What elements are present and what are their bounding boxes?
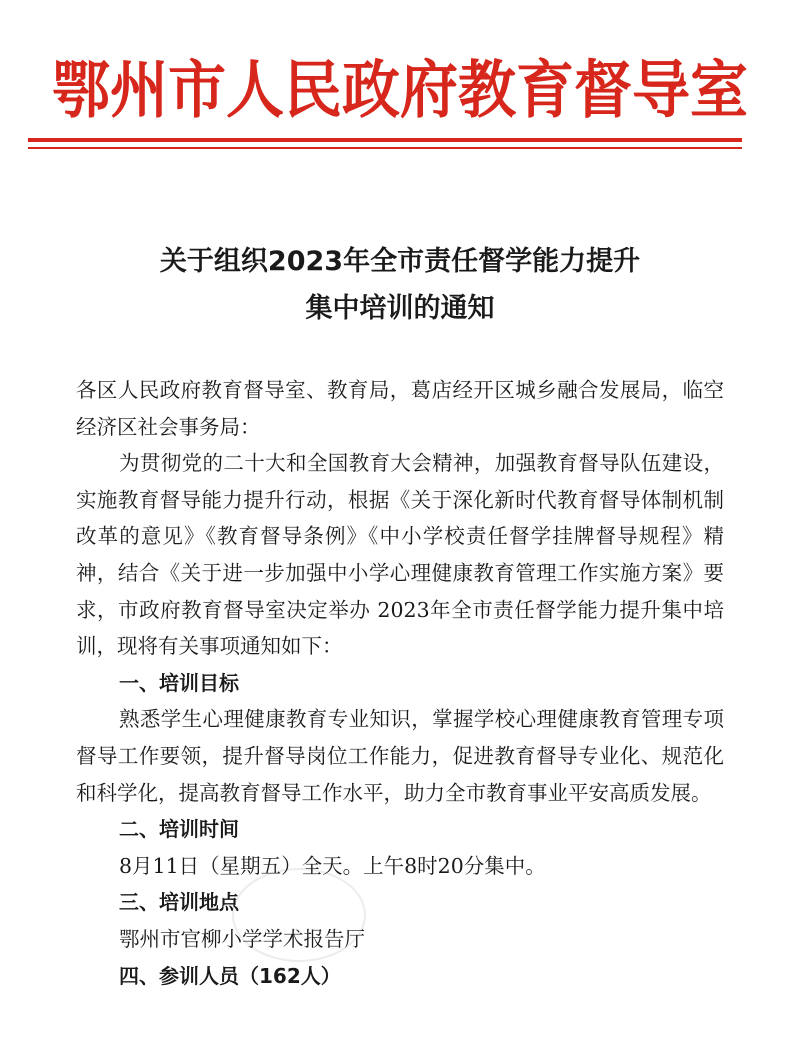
section-3-heading: 三、培训地点 xyxy=(119,890,239,915)
addressee-paragraph: 各区人民政府教育督导室、教育局，葛店经开区城乡融合发展局，临空经济区社会事务局： xyxy=(76,378,724,439)
document-body xyxy=(76,372,724,994)
section-2-heading: 二、培训时间 xyxy=(119,817,239,842)
document-title-line2: 集中培训的通知 xyxy=(305,293,495,324)
section-1-heading: 一、培训目标 xyxy=(119,670,239,695)
section-3-content: 鄂州市官柳小学学术报告厅 xyxy=(119,926,365,951)
intro-paragraph: 为贯彻党的二十大和全国教育大会精神，加强教育督导队伍建设，实施教育督导能力提升行动，根据《关于深化新时代教育督导体制机制改革的意见》《教育督导条例》《中小学校责任督学挂牌督导规程》精神，结合《关于进一步加强中小学心理健康教育管理工作实施方案》要求，市政府教育督导室决定举办 2023年全市责任督学能力提升集中培训，现将有关事项通知如下： xyxy=(76,451,724,659)
masthead-title: 鄂州市人民政府教育督导室 xyxy=(51,53,748,127)
masthead-rule-thick xyxy=(28,138,742,142)
section-1-content: 熟悉学生心理健康教育专业知识，掌握学校心理健康教育管理专项督导工作要领，提升督导岗位工作能力，促进教育督导专业化、规范化和科学化，提高教育督导工作水平，助力全市教育事业平安高质发展。 xyxy=(76,707,724,805)
masthead-rule-thin xyxy=(28,147,742,149)
section-4-heading: 四、参训人员（162人） xyxy=(119,963,341,988)
document-title-line1: 关于组织2023年全市责任督学能力提升 xyxy=(159,246,641,277)
section-2-content: 8月11日（星期五）全天。上午8时20分集中。 xyxy=(119,853,546,878)
